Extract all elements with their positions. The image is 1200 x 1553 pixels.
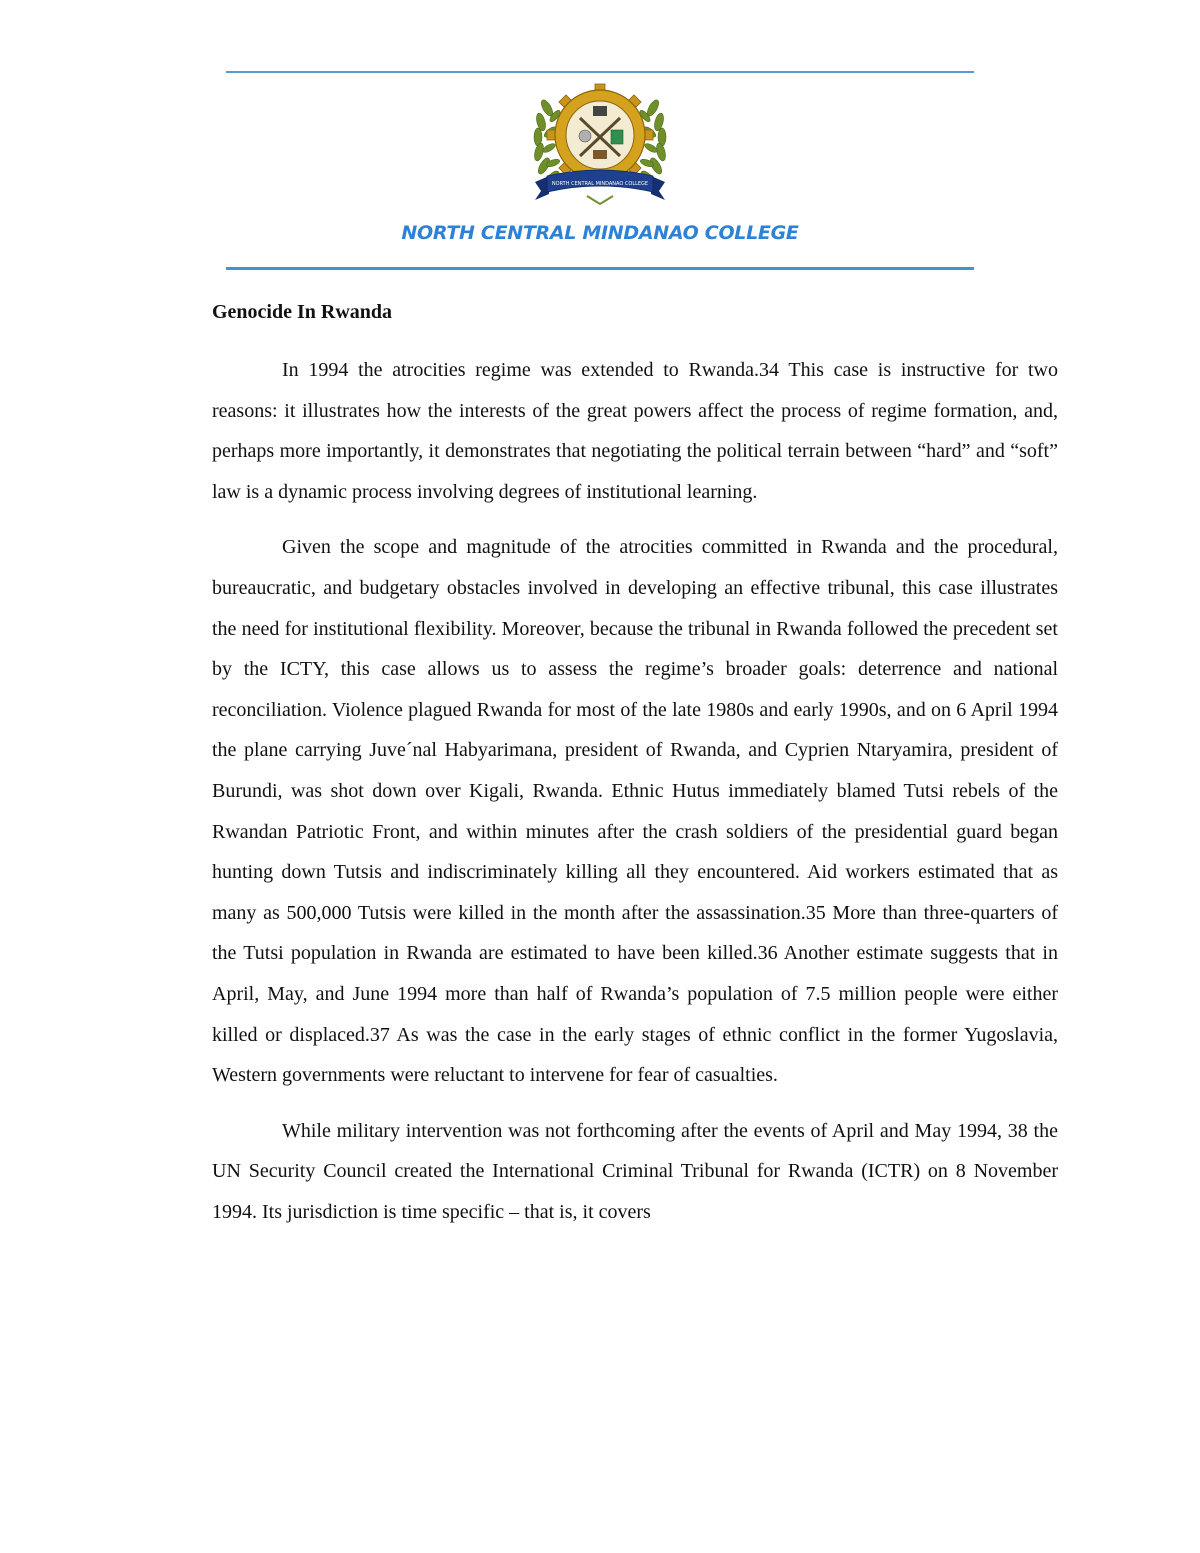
paragraph-1: In 1994 the atrocities regime was extended to Rwanda.34 This case is instructive for two reasons: it illustrates how the interests of the great powers affect the process of regime formation, and, perhaps more importantly, it demonstrates that negotiating the political terrain between “hard” and “soft” law is a dynamic process involving degrees of institutional learning.: [212, 359, 1058, 503]
logo-banner-text: NORTH CENTRAL MINDANAO COLLEGE: [551, 181, 649, 187]
document-title: Genocide In Rwanda: [212, 301, 393, 323]
college-seal-logo: [525, 78, 675, 210]
college-name-heading: NORTH CENTRAL MINDANAO COLLEGE: [401, 222, 799, 244]
paragraph-3: While military intervention was not forthcoming after the events of April and May 1994, 38 the UN Security Council created the International Criminal Tribunal for Rwanda (ICTR) on 8 November 1994. Its jurisdiction is time specific – that is, it covers: [212, 1119, 1058, 1223]
header-top-rule: [226, 71, 974, 73]
document-body: [212, 296, 1058, 1247]
ribbon-banner: [535, 170, 665, 200]
header-bottom-rule: [226, 267, 974, 270]
paragraph-2: Given the scope and magnitude of the atrocities committed in Rwanda and the procedural, bureaucratic, and budgetary obstacles involved in developing an effective tribunal, this case illustrates the need for institutional flexibility. Moreover, because the tribunal in Rwanda followed the precedent set by the ICTY, this case allows us to assess the regime’s broader goals: deterrence and national reconciliation. Violence plagued Rwanda for most of the late 1980s and early 1990s, and on 6 April 1994 the plane carrying Juve´nal Habyarimana, president of Rwanda, and Cyprien Ntaryamira, president of Burundi, was shot down over Kigali, Rwanda. Ethnic Hutus immediately blamed Tutsi rebels of the Rwandan Patriotic Front, and within minutes after the crash soldiers of the presidential guard began hunting down Tutsis and indiscriminately killing all they encountered. Aid workers estimated that as many as 500,000 Tutsis were killed in the month after the assassination.35 More than three-quarters of the Tutsi population in Rwanda are estimated to have been killed.36 Another estimate suggests that in April, May, and June 1994 more than half of Rwanda’s population of 7.5 million people were either killed or displaced.37 As was the case in the early stages of ethnic conflict in the former Yugoslavia, Western governments were reluctant to intervene for fear of casualties.: [212, 536, 1058, 1087]
